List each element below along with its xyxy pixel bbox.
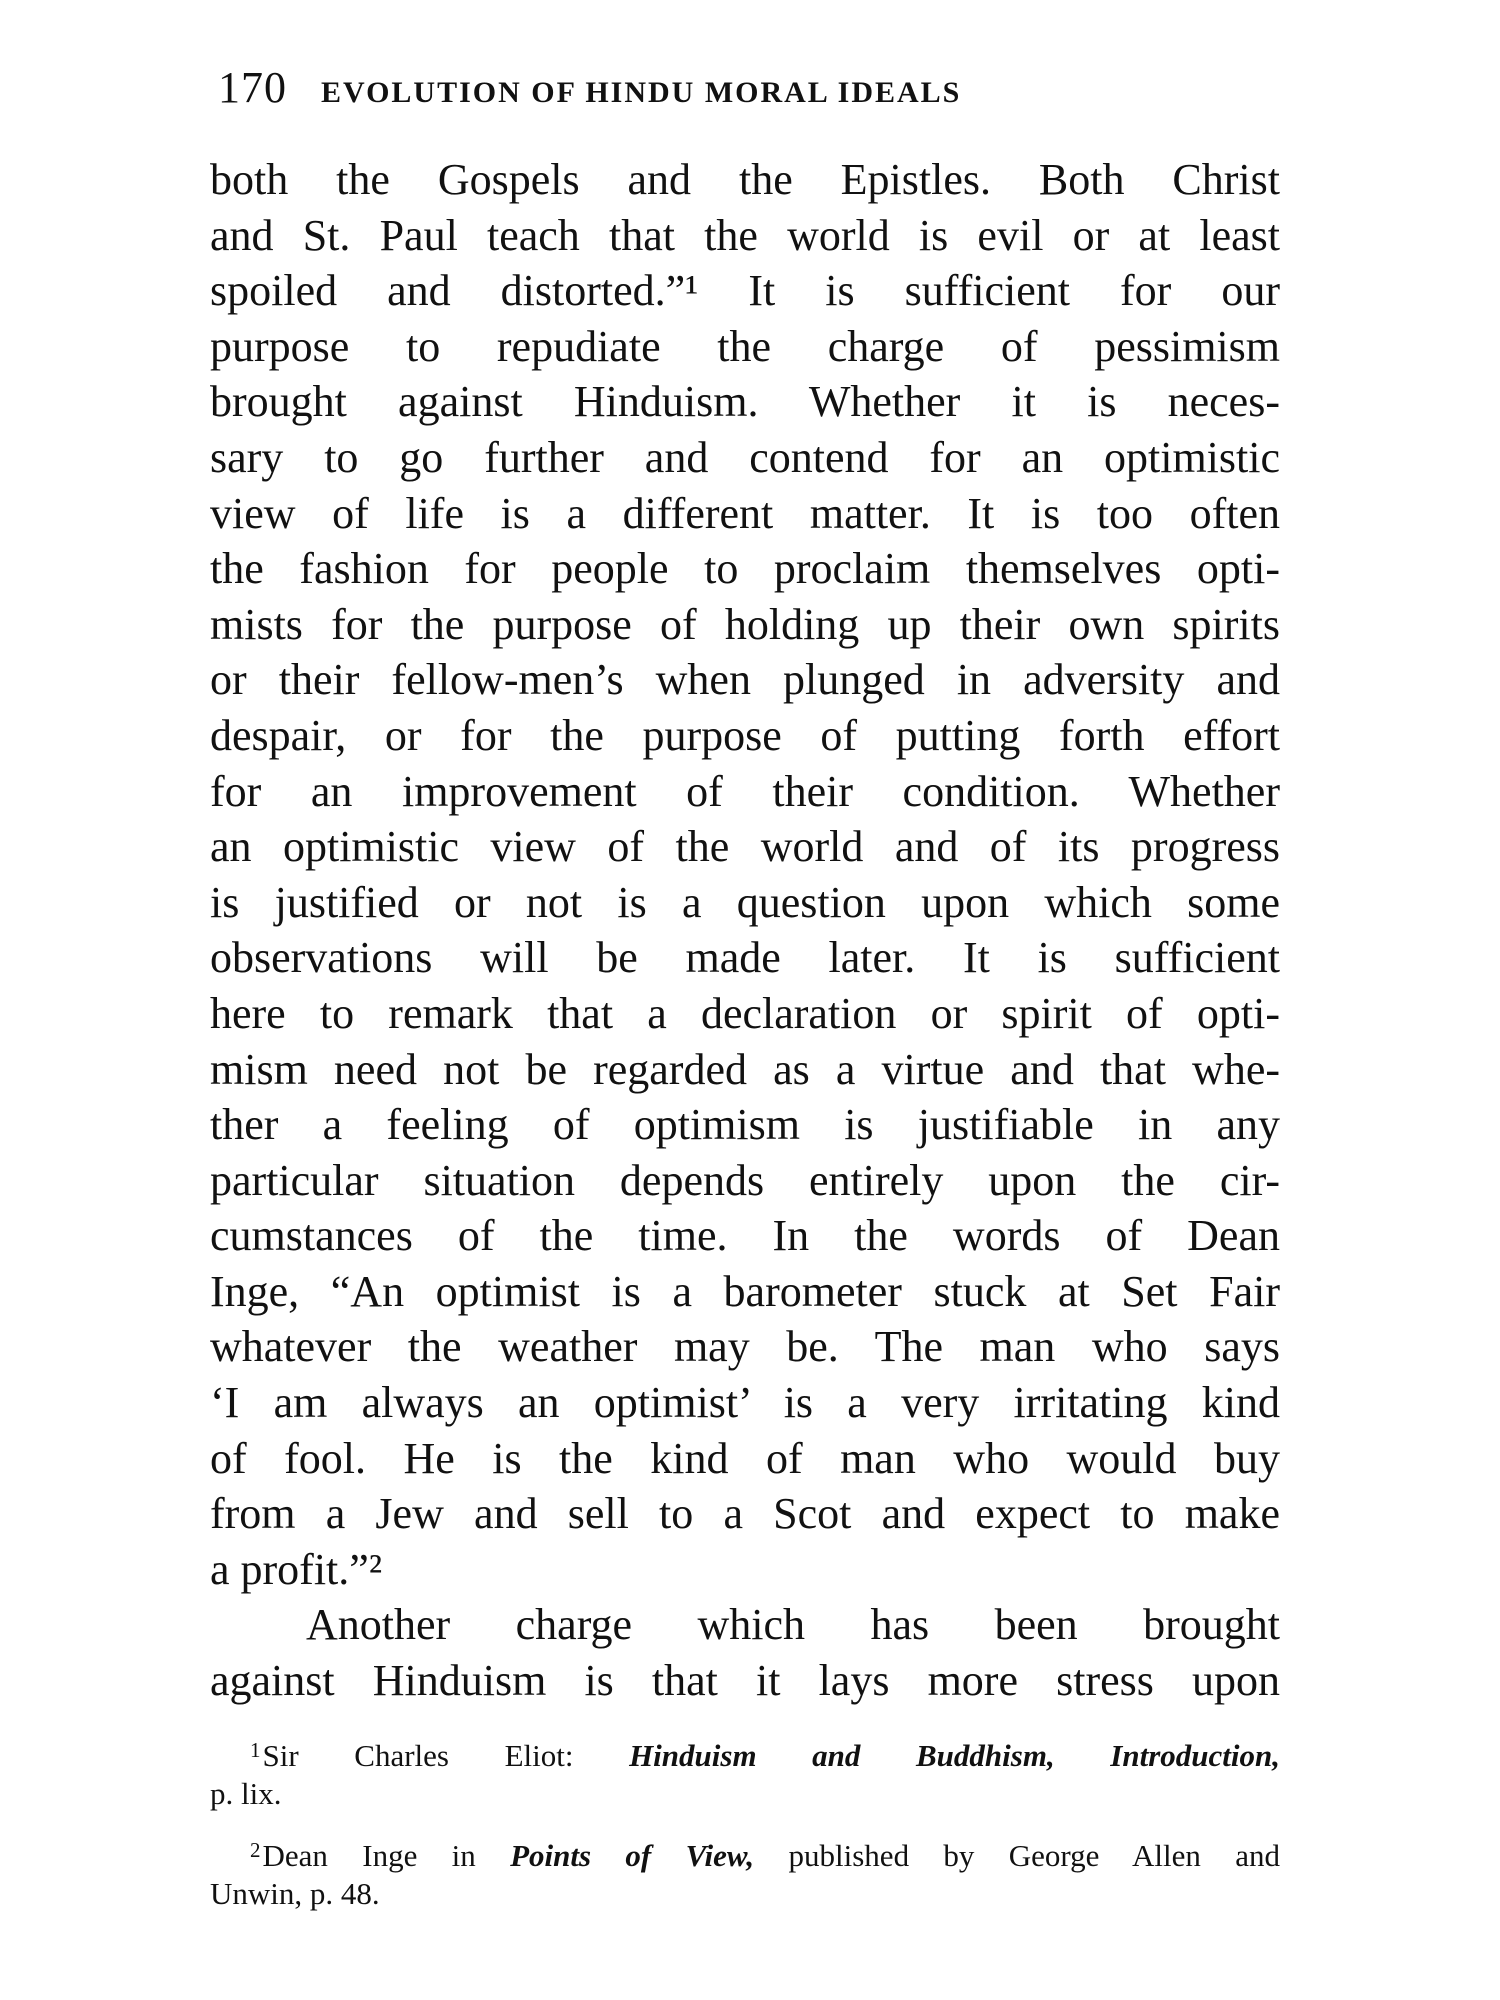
text-line: is justified or not is a question upon which some — [210, 877, 1280, 927]
text-line: particular situation depends entirely upon the cir- — [210, 1155, 1280, 1205]
text-line: despair, or for the purpose of putting forth effort — [210, 710, 1280, 760]
footnote-marker: 1 — [250, 1738, 261, 1762]
text-line: mism need not be regarded as a virtue and that whe- — [210, 1044, 1280, 1094]
footnote-author: Sir Charles Eliot: — [262, 1738, 630, 1773]
footnote-1 — [210, 1728, 1280, 1772]
text-line: of fool. He is the kind of man who would buy — [210, 1433, 1280, 1483]
footnote-author: Dean Inge in — [262, 1838, 511, 1873]
footnote-work-title: Points of View, — [510, 1838, 755, 1873]
text-line: sary to go further and contend for an optimistic — [210, 432, 1280, 482]
footnote-work-title: Hinduism and Buddhism, Introduction, — [629, 1738, 1280, 1773]
text-line: the fashion for people to proclaim themselves opti- — [210, 544, 1280, 594]
text-line: Inge, “An optimist is a barometer stuck at Set Fair — [210, 1266, 1280, 1316]
running-title: EVOLUTION OF HINDU MORAL IDEALS — [321, 76, 962, 109]
text-line: observations will be made later. It is sufficient — [210, 933, 1280, 983]
footnote-marker: 2 — [250, 1838, 261, 1862]
text-line: or their fellow-men’s when plunged in adversity and — [210, 655, 1280, 705]
footnote-1-continuation: p. lix. — [210, 1776, 282, 1811]
text-line: an optimistic view of the world and of its progress — [210, 822, 1280, 872]
text-line: from a Jew and sell to a Scot and expect to make — [210, 1489, 1280, 1539]
text-line: here to remark that a declaration or spirit of opti- — [210, 988, 1280, 1038]
footnotes — [210, 1728, 1280, 1916]
text-line: a profit.”² — [210, 1544, 383, 1594]
text-line: and St. Paul teach that the world is evil or at least — [210, 210, 1280, 260]
text-line: cumstances of the time. In the words of Dean — [210, 1211, 1280, 1261]
footnote-publisher: published by George Allen and — [754, 1838, 1280, 1873]
text-line: spoiled and distorted.”¹ It is sufficient for our — [210, 266, 1280, 316]
text-line: for an improvement of their condition. Whether — [210, 766, 1280, 816]
text-line: Another charge which has been brought — [306, 1600, 1280, 1650]
text-line: mists for the purpose of holding up their own spirits — [210, 599, 1280, 649]
body-text — [210, 152, 1280, 1709]
text-line: against Hinduism is that it lays more stress upon — [210, 1656, 1280, 1706]
footnote-2 — [210, 1828, 1280, 1872]
running-head — [218, 62, 1278, 122]
text-line: both the Gospels and the Epistles. Both Christ — [210, 155, 1280, 204]
text-line: brought against Hinduism. Whether it is neces- — [210, 377, 1280, 427]
page-number: 170 — [218, 63, 287, 112]
text-line: whatever the weather may be. The man who says — [210, 1322, 1280, 1372]
text-line: view of life is a different matter. It is too often — [210, 488, 1280, 538]
text-line: ther a feeling of optimism is justifiable in any — [210, 1100, 1280, 1150]
text-line: ‘I am always an optimist’ is a very irritating kind — [210, 1378, 1280, 1428]
footnote-2-continuation: Unwin, p. 48. — [210, 1876, 380, 1911]
text-line: purpose to repudiate the charge of pessimism — [210, 321, 1280, 371]
